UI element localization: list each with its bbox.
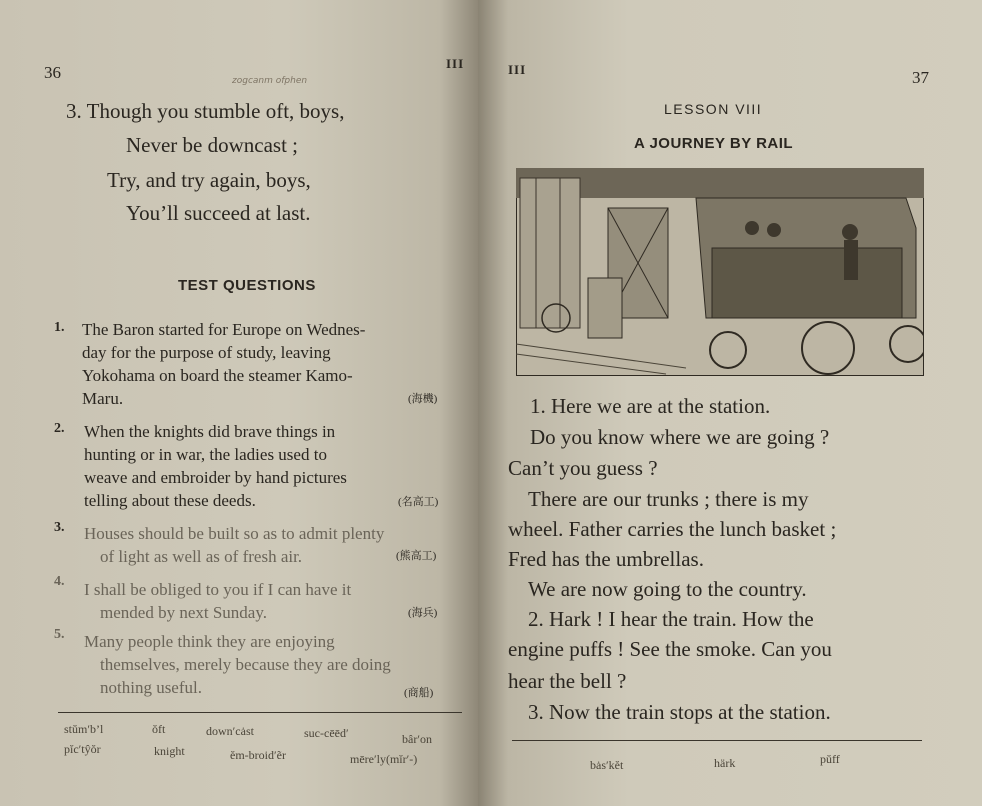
- question-line: I shall be obliged to you if I can have it: [84, 580, 352, 599]
- body-line: We are now going to the country.: [528, 577, 807, 601]
- pronunciation: pĭc′tŷŏr: [64, 742, 101, 756]
- section-marker: III: [508, 62, 527, 77]
- handwritten-note: zogcanm ofphen: [232, 76, 308, 86]
- question-line: hunting or in war, the ladies used to: [84, 445, 327, 464]
- question-number: 2.: [54, 421, 65, 436]
- pronunciation: härk: [714, 756, 736, 770]
- section-marker: III: [446, 56, 465, 71]
- question-text: [84, 630, 391, 699]
- question-line: The Baron started for Europe on Wednes-: [82, 320, 366, 339]
- question-number: 5.: [54, 627, 65, 642]
- question-source: (名高工): [398, 496, 439, 508]
- left-page: [0, 0, 478, 806]
- body-line: wheel. Father carries the lunch basket ;: [508, 517, 837, 541]
- question-line: day for the purpose of study, leaving: [82, 343, 331, 362]
- page-number: 36: [44, 63, 61, 82]
- question-text: [84, 522, 384, 568]
- verse-line: You’ll succeed at last.: [126, 201, 311, 225]
- divider-rule: [512, 740, 922, 741]
- question-text: [84, 420, 347, 512]
- pronunciation: stŭm′b’l: [64, 722, 104, 736]
- question-number: 3.: [54, 520, 65, 535]
- question-source: (海機): [408, 393, 438, 405]
- station-illustration: [516, 168, 924, 376]
- verse-line: Never be downcast ;: [126, 133, 299, 157]
- body-line: Fred has the umbrellas.: [508, 547, 704, 571]
- divider-rule: [58, 712, 462, 713]
- body-line: Can’t you guess ?: [508, 456, 658, 480]
- question-line: Yokohama on board the steamer Kamo-: [82, 366, 353, 385]
- question-line: Maru.: [82, 389, 124, 408]
- question-text: [82, 318, 365, 410]
- question-number: 4.: [54, 574, 65, 589]
- verse-line: Try, and try again, boys,: [107, 168, 311, 192]
- pronunciation: suc-cēēd′: [304, 726, 349, 740]
- question-line: Houses should be built so as to admit plenty: [84, 524, 385, 543]
- body-line: There are our trunks ; there is my: [528, 487, 809, 511]
- pronunciation: mēre′ly(mĭr′-): [350, 752, 418, 766]
- body-line: 1. Here we are at the station.: [530, 394, 771, 418]
- lesson-title: A JOURNEY BY RAIL: [634, 135, 794, 152]
- test-questions-heading: TEST QUESTIONS: [178, 277, 316, 294]
- pronunciation: down′cȧst: [206, 724, 254, 738]
- question-line: weave and embroider by hand pictures: [84, 468, 347, 487]
- question-line: nothing useful.: [100, 678, 202, 697]
- question-line: telling about these deeds.: [84, 491, 256, 510]
- body-line: Do you know where we are going ?: [530, 425, 830, 449]
- body-line: 2. Hark ! I hear the train. How the: [528, 607, 814, 631]
- question-source: (熊高工): [396, 550, 437, 562]
- page-number: 37: [912, 68, 929, 87]
- question-source: (商船): [404, 687, 434, 699]
- pronunciation: pŭff: [820, 752, 840, 766]
- pronunciation: ŏft: [152, 722, 166, 736]
- pronunciation: bâr′on: [402, 732, 432, 746]
- question-text: [84, 578, 351, 624]
- question-line: of light as well as of fresh air.: [100, 547, 303, 566]
- body-line: engine puffs ! See the smoke. Can you: [508, 637, 832, 661]
- body-line: hear the bell ?: [508, 669, 627, 693]
- question-line: mended by next Sunday.: [100, 603, 267, 622]
- body-line: 3. Now the train stops at the station.: [528, 700, 831, 724]
- pronunciation: ĕm-broid′ẽr: [230, 748, 286, 762]
- question-line: When the knights did brave things in: [84, 422, 336, 441]
- question-number: 1.: [54, 320, 65, 335]
- illustration-graphic: [516, 168, 924, 376]
- question-line: Many people think they are enjoying: [84, 632, 335, 651]
- question-line: themselves, merely because they are doing: [100, 655, 391, 674]
- right-page: [478, 0, 982, 806]
- verse-line: 3. Though you stumble oft, boys,: [66, 99, 345, 123]
- lesson-label: LESSON VIII: [664, 101, 763, 117]
- pronunciation: knight: [154, 744, 185, 758]
- question-source: (海兵): [408, 607, 438, 619]
- pronunciation: bȧs′kĕt: [590, 758, 624, 772]
